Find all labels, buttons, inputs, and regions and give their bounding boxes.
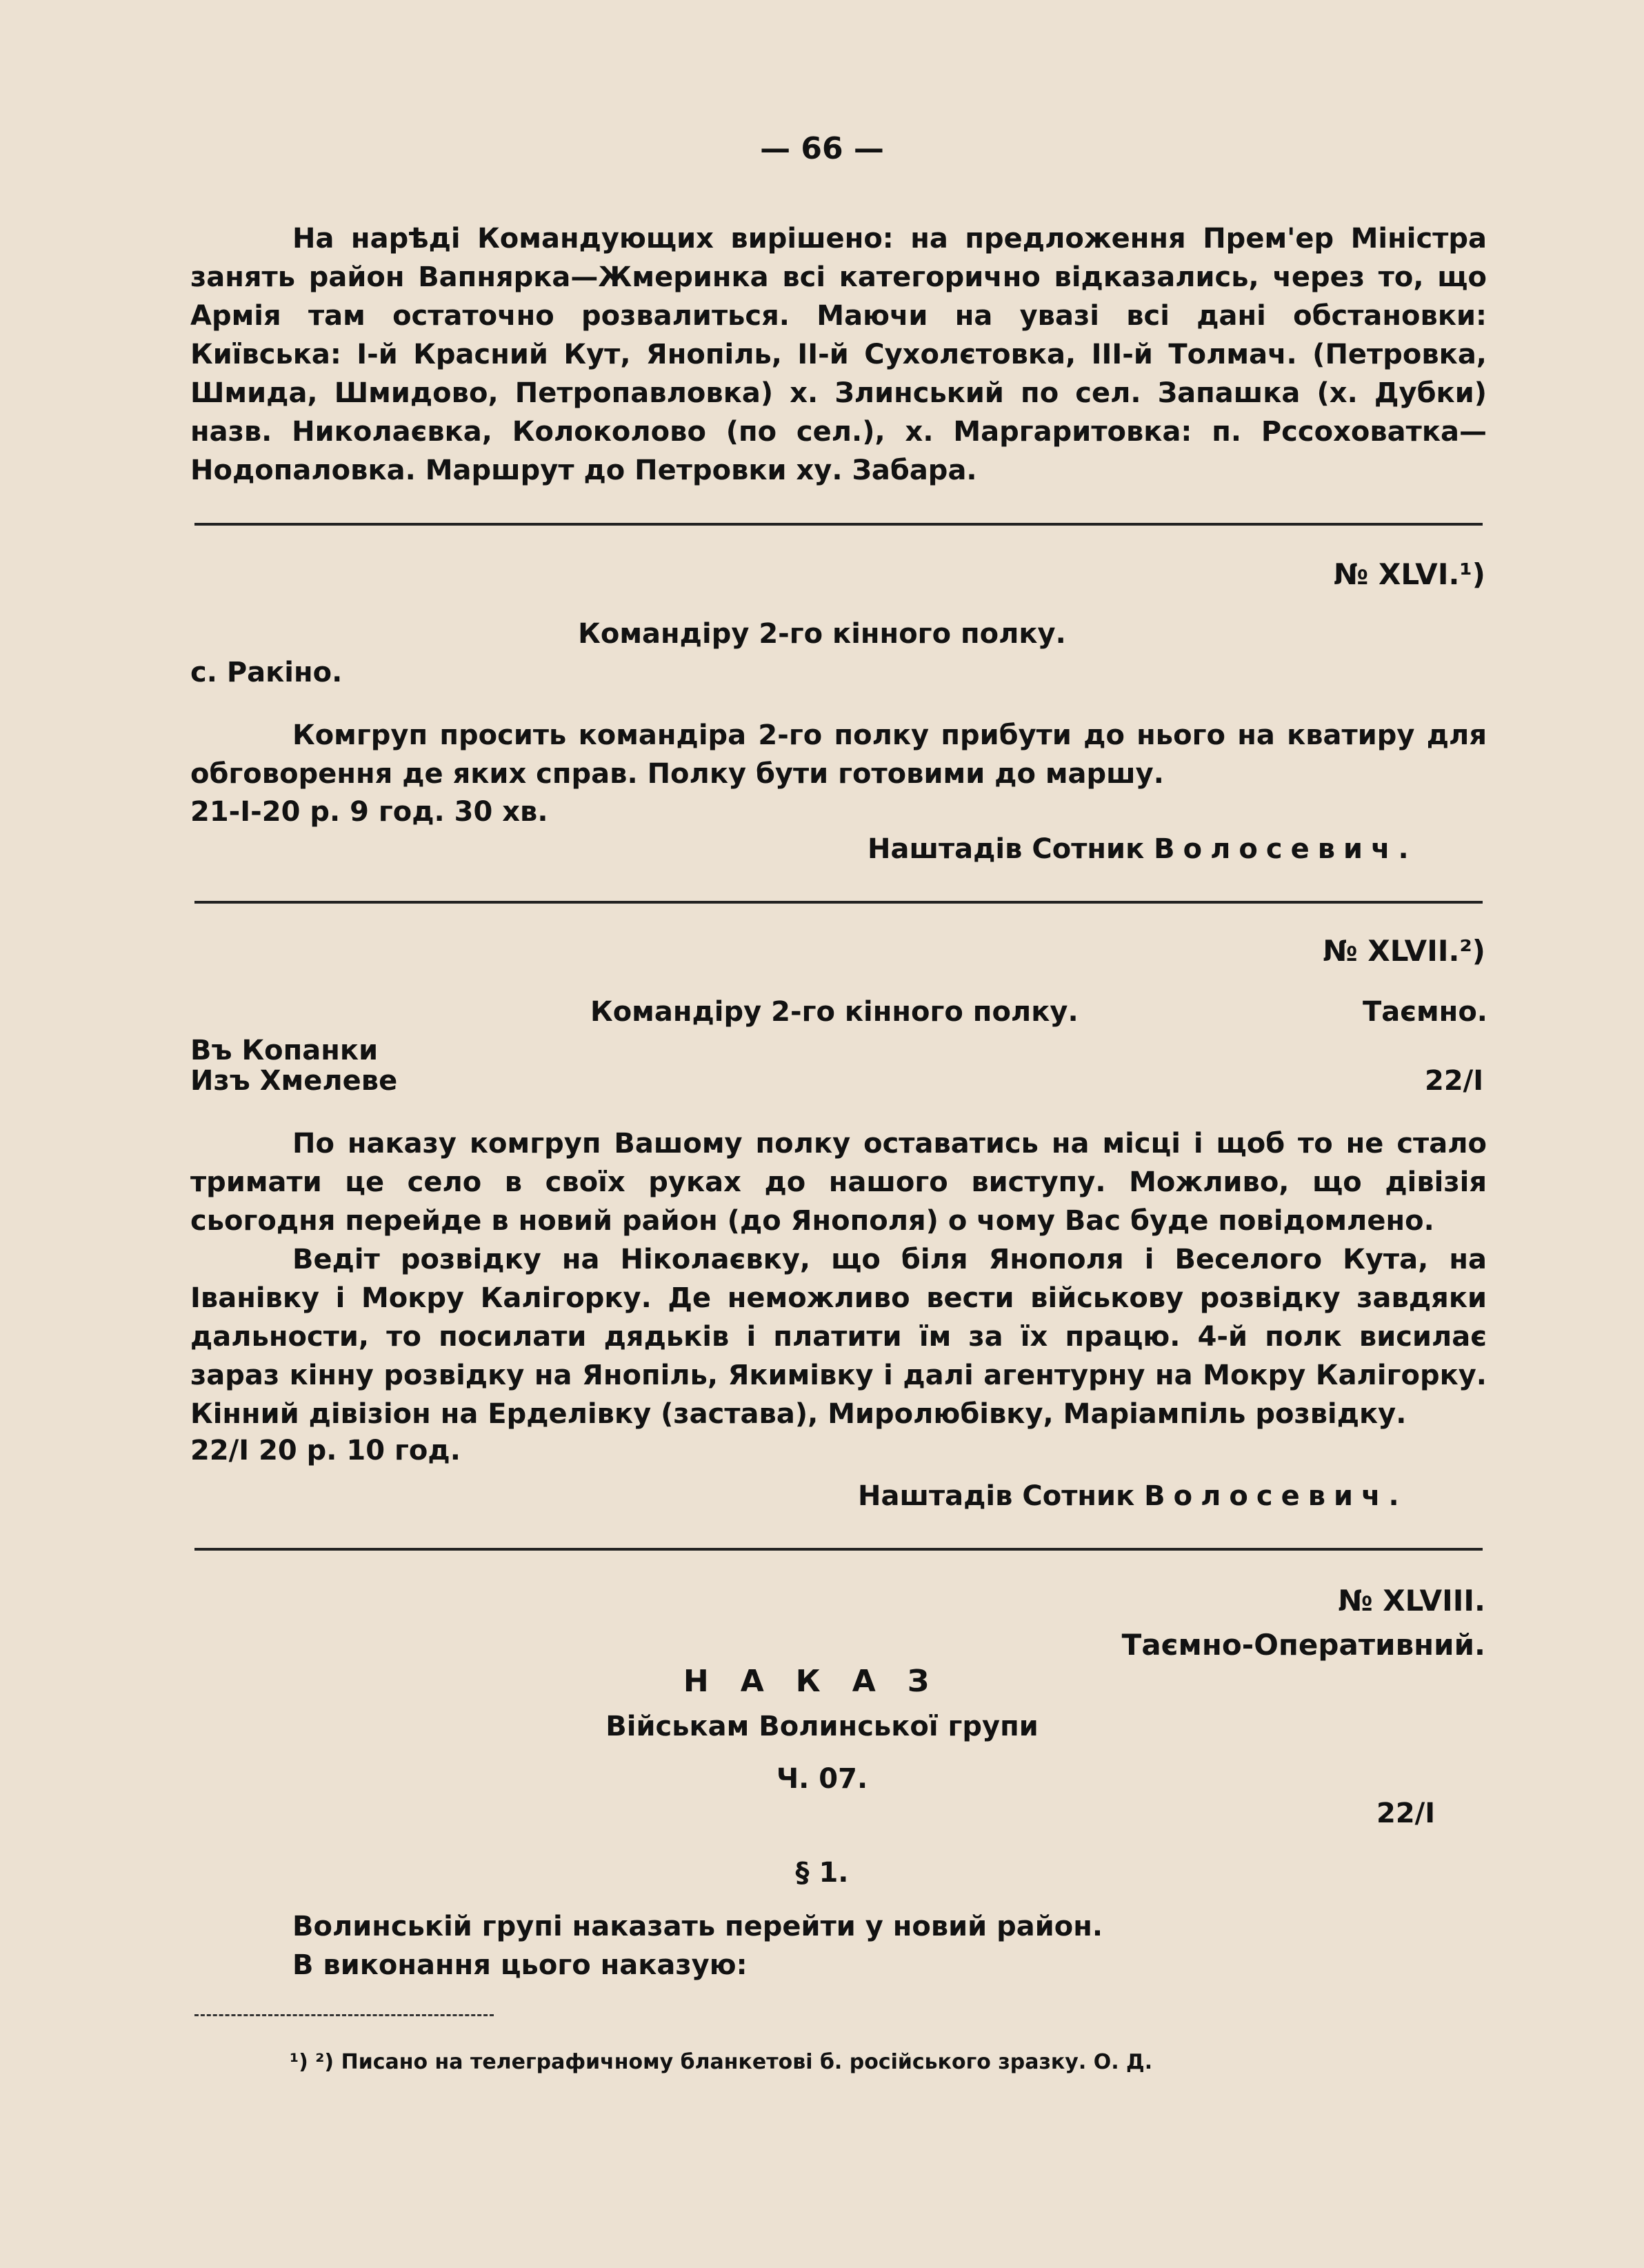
section-divider	[194, 523, 1483, 526]
section-divider	[194, 1548, 1483, 1551]
signature-name: Волосевич.	[1154, 833, 1417, 865]
from-location-47: Изъ Хмелеве	[190, 1065, 398, 1097]
footnote: ¹) ²) Писано на телеграфичному бланкетові б. російського зразку. О. Д.	[290, 2050, 1153, 2074]
secret-mark-47: Таємно.	[1363, 996, 1487, 1028]
section-mark: § 1.	[795, 1857, 849, 1889]
addressee-46: Командіру 2-го кінного полку.	[578, 618, 1066, 650]
body-46: Комгруп просить командіра 2-го полку прибути до нього на кватиру для обговорення де яких справ. Полку бути готовими до маршу.	[190, 719, 1487, 790]
signature-prefix: Наштадів Сотник	[858, 1480, 1135, 1512]
body-47-paragraph-2: Ведіт розвідку на Ніколаєвку, що біля Янополя і Веселого Кута, на Іванівку і Мокру Калігорку. Де неможливо вести військову розвідку завдяки дальности, то посилати дядьків і платити їм за їх працю. 4-й полк висилає зараз кінну розвідку на Янопіль, Якимівку і далі агентурну на Мокру Калігорку. Кінний дівізіон на Ерделівку (застава), Миролюбівку, Маріампіль розвідку.	[190, 1244, 1487, 1430]
signature-47	[858, 1480, 1407, 1512]
date-47: 22/І 20 р. 10 год.	[190, 1435, 461, 1466]
order-line-2: В виконання цього наказую:	[292, 1949, 748, 1981]
signature-prefix: Наштадів Сотник	[868, 833, 1145, 865]
date-46: 21-І-20 р. 9 год. 30 хв.	[190, 796, 548, 828]
order-subtitle: Військам Волинської групи	[605, 1711, 1039, 1742]
classification-48: Таємно-Оперативний.	[1121, 1628, 1485, 1662]
signature-name: Волосевич.	[1144, 1480, 1407, 1512]
document-number-48: № XLVIII.	[1338, 1584, 1485, 1618]
date-ref-48: 22/І	[1376, 1798, 1436, 1829]
place-46: с. Ракіно.	[190, 657, 343, 688]
section-divider	[194, 901, 1483, 904]
order-title: НАКАЗ	[683, 1664, 961, 1699]
to-location-47: Въ Копанки	[190, 1035, 379, 1066]
signature-46	[868, 833, 1417, 865]
document-number-47: № XLVII.²)	[1323, 934, 1485, 968]
order-line-1: Волинській групі наказать перейти у новий район.	[292, 1911, 1103, 1942]
date-ref-47: 22/І	[1425, 1065, 1484, 1097]
order-number: Ч. 07.	[776, 1763, 868, 1795]
page-number: — 66 —	[760, 131, 884, 166]
body-47-paragraph-1: По наказу комгруп Вашому полку оставатись на місці і щоб то не стало тримати це село в своїх руках до нашого виступу. Можливо, що дівізія сьогодня перейде в новий район (до Янополя) о чому Вас буде повідомлено.	[190, 1128, 1487, 1237]
intro-paragraph: На нарѣді Командующих вирішено: на предложення Прем'ер Міністра занять район Вапнярка—Жмеринка всі категорично відказались, через то, що Армія там остаточно розвалиться. Маючи на увазі всі дані обстановки: Київська: І-й Красний Кут, Янопіль, ІІ-й Сухолєтовка, ІІІ-й Толмач. (Петровка, Шмида, Шмидово, Петропавловка) х. Злинський по сел. Запашка (х. Дубки) назв. Николаєвка, Колоколово (по сел.), х. Маргаритовка: п. Рссоховатка—Нодопаловка. Маршрут до Петровки ху. Забара.	[190, 223, 1487, 486]
addressee-47: Командіру 2-го кінного полку.	[590, 996, 1079, 1028]
document-number-46: № XLVI.¹)	[1333, 557, 1485, 591]
footnote-divider	[194, 2014, 494, 2016]
